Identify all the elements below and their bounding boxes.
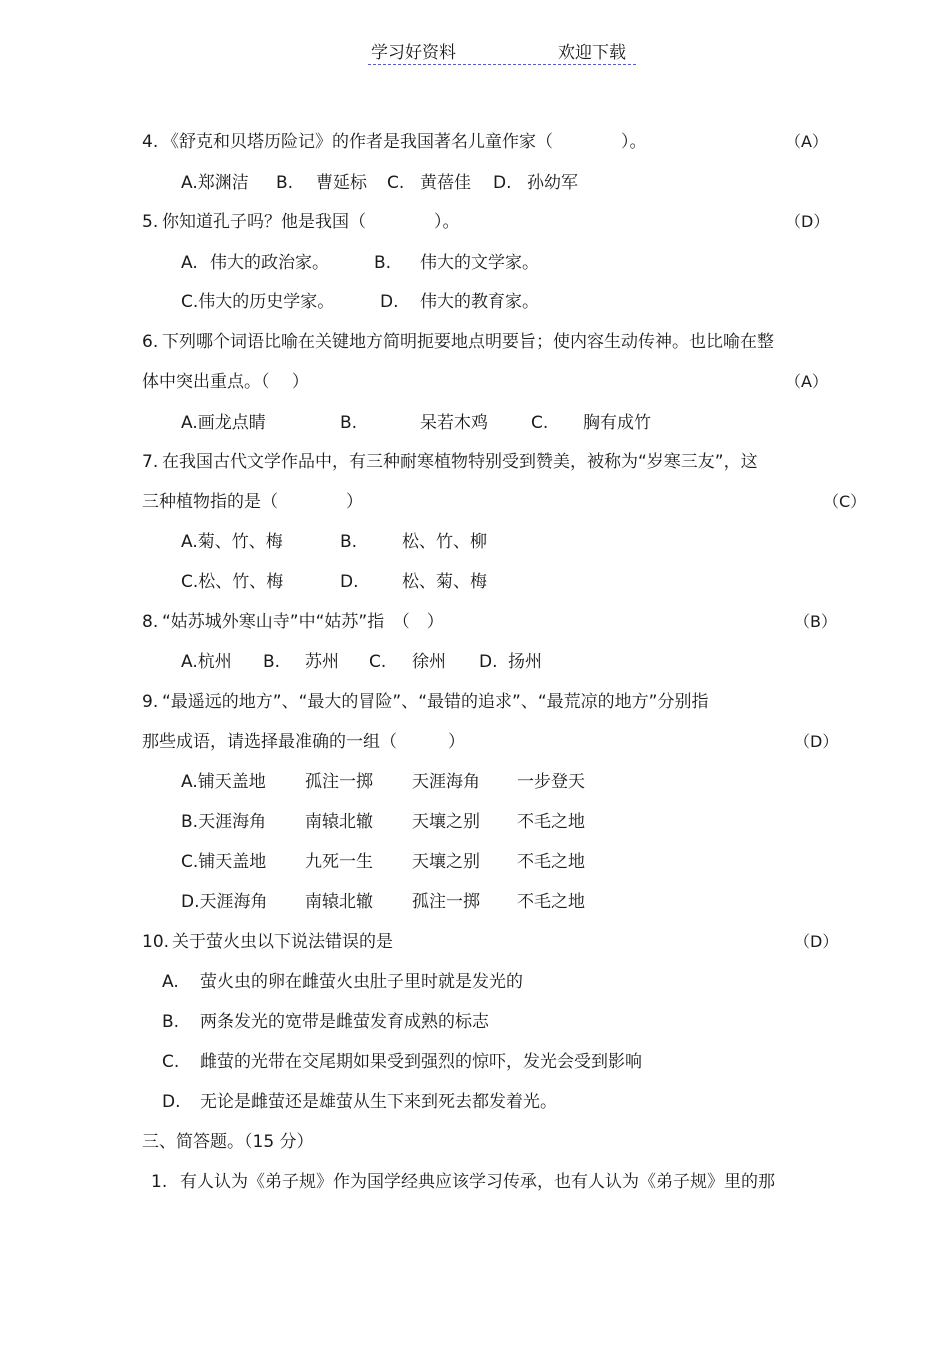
option-letter: C. [369, 652, 387, 672]
header-divider [368, 64, 636, 65]
answer-label: （D） [794, 932, 839, 951]
option-text: 天涯海角 [412, 772, 480, 792]
option-text: 伟大的教育家。 [420, 292, 539, 312]
option-letter: A. [162, 972, 179, 992]
header-right: 欢迎下载 [558, 43, 626, 63]
option-letter: D. [380, 292, 399, 312]
option-letter: B. [263, 652, 281, 672]
question-number: 6. [142, 332, 159, 352]
option-letter: B. [162, 1012, 180, 1032]
option-text: 天壤之别 [412, 812, 480, 832]
question-text-cont: 三种植物指的是（ ） [142, 492, 363, 512]
option-text: 不毛之地 [517, 852, 585, 872]
question-number: 10. [142, 932, 170, 952]
option: D.天涯海角 [181, 892, 268, 912]
option-text: 不毛之地 [517, 812, 585, 832]
option-text: 松、菊、梅 [402, 572, 487, 592]
question-text: 《舒克和贝塔历险记》的作者是我国著名儿童作家（ ）。 [162, 132, 647, 152]
option: A.杭州 [181, 652, 232, 672]
option-text: 无论是雌萤还是雄萤从生下来到死去都发着光。 [200, 1092, 557, 1112]
option: A.菊、竹、梅 [181, 532, 283, 552]
answer-label: （C） [823, 492, 867, 511]
question-number: 7. [142, 452, 159, 472]
option-letter: A. [181, 253, 198, 273]
option-text: 胸有成竹 [583, 413, 651, 433]
question-number: 4. [142, 132, 159, 152]
answer-label: （D） [794, 732, 839, 751]
option-text: 徐州 [412, 652, 446, 672]
option-text: 扬州 [508, 652, 542, 672]
option-text: 黄蓓佳 [420, 173, 471, 193]
option-text: 呆若木鸡 [420, 413, 488, 433]
option-letter: B. [374, 253, 392, 273]
question-number: 9. [142, 692, 159, 712]
option-letter: C. [387, 173, 405, 193]
question-text: “姑苏城外寒山寺”中“姑苏”指 （ ） [162, 612, 444, 632]
option: C.伟大的历史学家。 [181, 292, 335, 312]
option: A.画龙点睛 [181, 413, 266, 433]
option-text: 苏州 [305, 652, 339, 672]
question-text-cont: 那些成语，请选择最准确的一组（ ） [142, 732, 465, 752]
question-text: 关于萤火虫以下说法错误的是 [172, 932, 393, 952]
option-letter: D. [479, 652, 498, 672]
option-text: 伟大的政治家。 [210, 253, 329, 273]
question-text: “最遥远的地方”、“最大的冒险”、“最错的追求”、“最荒凉的地方”分别指 [162, 692, 709, 712]
option-text: 一步登天 [517, 772, 585, 792]
option: B.天涯海角 [181, 812, 267, 832]
option-letter: D. [493, 173, 512, 193]
option-text: 松、竹、柳 [402, 532, 487, 552]
question-number: 5. [142, 212, 159, 232]
answer-label: （D） [785, 212, 830, 231]
section-title: 三、简答题。（15 分） [142, 1132, 314, 1152]
question-text: 你知道孔子吗？他是我国（ ）。 [162, 212, 460, 232]
question-number: 8. [142, 612, 159, 632]
option-text: 曹延标 [316, 173, 367, 193]
option-letter: D. [340, 572, 359, 592]
option-text: 萤火虫的卵在雌萤火虫肚子里时就是发光的 [200, 972, 523, 992]
option: C.铺天盖地 [181, 852, 267, 872]
answer-label: （A） [785, 372, 828, 391]
option-letter: D. [162, 1092, 181, 1112]
option-text: 伟大的文学家。 [420, 253, 539, 273]
header-left: 学习好资料 [371, 43, 456, 63]
answer-label: （A） [785, 132, 828, 151]
option-text: 孤注一掷 [412, 892, 480, 912]
option: A.郑渊洁 [181, 173, 249, 193]
option-text: 两条发光的宽带是雌萤发育成熟的标志 [200, 1012, 489, 1032]
option-text: 孙幼军 [527, 173, 578, 193]
option-text: 南辕北辙 [305, 892, 373, 912]
option-letter: C. [531, 413, 549, 433]
option-text: 南辕北辙 [305, 812, 373, 832]
option-letter: B. [340, 532, 358, 552]
option-letter: C. [162, 1052, 180, 1072]
question-number: 1. [151, 1172, 168, 1192]
question-text: 下列哪个词语比喻在关键地方简明扼要地点明要旨；使内容生动传神。也比喻在整 [162, 332, 774, 352]
option-letter: B. [276, 173, 294, 193]
option-text: 雌萤的光带在交尾期如果受到强烈的惊吓，发光会受到影响 [200, 1052, 642, 1072]
question-text-cont: 体中突出重点。（ ） [142, 372, 309, 392]
option-text: 不毛之地 [517, 892, 585, 912]
option: A.铺天盖地 [181, 772, 266, 792]
option-letter: B. [340, 413, 358, 433]
option-text: 孤注一掷 [305, 772, 373, 792]
question-text: 在我国古代文学作品中，有三种耐寒植物特别受到赞美，被称为“岁寒三友”，这 [162, 452, 758, 472]
option-text: 九死一生 [305, 852, 373, 872]
answer-label: （B） [794, 612, 837, 631]
option-text: 天壤之别 [412, 852, 480, 872]
option: C.松、竹、梅 [181, 572, 284, 592]
question-text: 有人认为《弟子规》作为国学经典应该学习传承，也有人认为《弟子规》里的那 [180, 1172, 775, 1192]
